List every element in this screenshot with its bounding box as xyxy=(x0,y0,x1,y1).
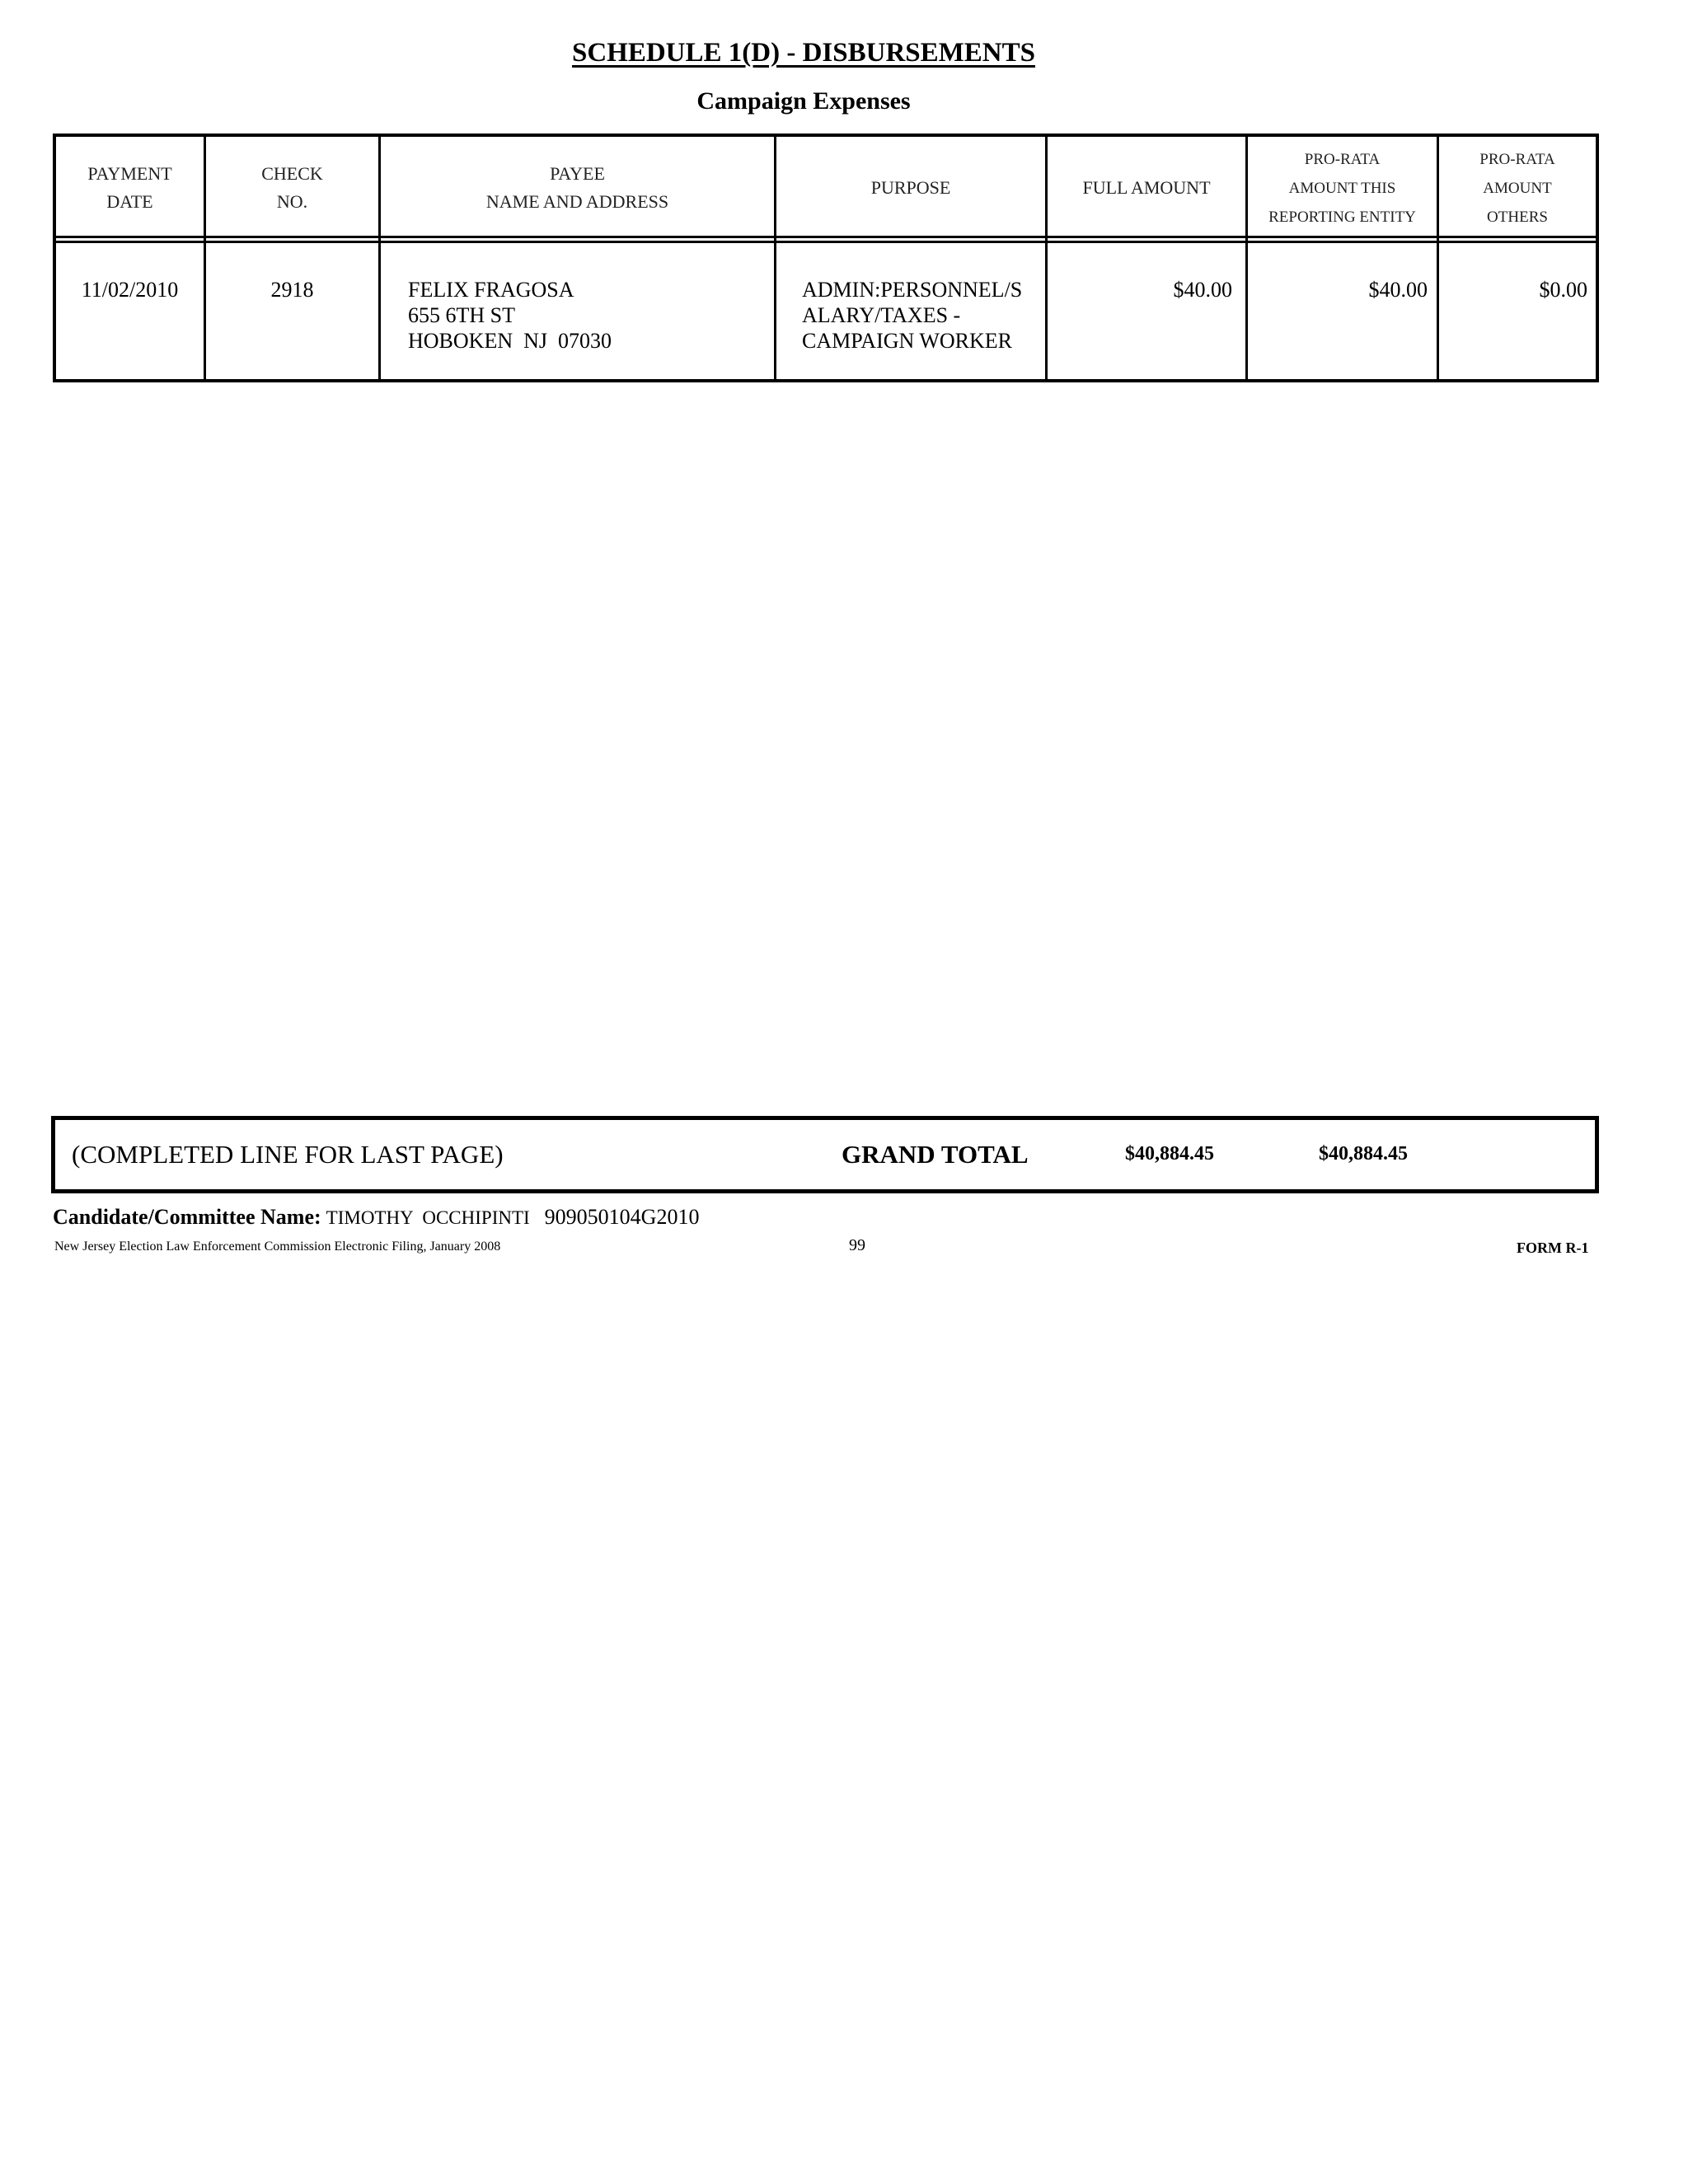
payee-name: FELIX FRAGOSA xyxy=(408,278,574,302)
candidate-name: TIMOTHY OCCHIPINTI xyxy=(326,1207,530,1228)
row-prorata-this: $40.00 xyxy=(1368,278,1428,302)
header-line: NO. xyxy=(276,191,308,212)
schedule-subtitle: Campaign Expenses xyxy=(696,87,911,115)
row-check-no: 2918 xyxy=(270,278,314,302)
header-line: PAYEE xyxy=(550,163,605,184)
page-number: 99 xyxy=(849,1236,865,1254)
grand-total-prorata-this: $40,884.45 xyxy=(1319,1143,1408,1165)
header-line: OTHERS xyxy=(1487,208,1548,226)
header-line: AMOUNT THIS xyxy=(1288,179,1396,197)
header-line: PAYMENT xyxy=(87,163,172,184)
header-payment-date xyxy=(56,137,204,239)
candidate-id: 909050104G2010 xyxy=(544,1205,700,1229)
header-line: PURPOSE xyxy=(870,177,951,198)
header-line: REPORTING ENTITY xyxy=(1268,208,1416,226)
grand-total-box xyxy=(51,1116,1599,1193)
payee-street: 655 6TH ST xyxy=(408,303,515,327)
purpose-line: CAMPAIGN WORKER xyxy=(802,329,1012,353)
header-full-amount xyxy=(1048,137,1245,239)
purpose-line: ADMIN:PERSONNEL/S xyxy=(802,278,1023,302)
header-divider xyxy=(56,241,1596,243)
header-check-no xyxy=(206,137,378,239)
header-purpose xyxy=(776,137,1045,239)
grand-total-label: GRAND TOTAL xyxy=(842,1140,1029,1169)
row-payment-date: 11/02/2010 xyxy=(81,278,179,302)
grand-total-full-amount: $40,884.45 xyxy=(1125,1143,1214,1165)
header-line: PRO-RATA xyxy=(1304,150,1381,168)
schedule-title: SCHEDULE 1(D) - DISBURSEMENTS xyxy=(571,38,1035,68)
header-payee xyxy=(381,137,774,239)
form-id: FORM R-1 xyxy=(1517,1240,1589,1256)
header-line: DATE xyxy=(106,191,153,212)
row-payee xyxy=(408,277,771,354)
header-prorata-this xyxy=(1248,137,1437,239)
disbursements-table xyxy=(53,134,1599,382)
header-prorata-others xyxy=(1439,137,1596,239)
header-line: NAME AND ADDRESS xyxy=(485,191,669,212)
commission-footer: New Jersey Election Law Enforcement Commission Electronic Filing, January 2008 xyxy=(54,1240,501,1254)
header-line: FULL AMOUNT xyxy=(1082,177,1211,198)
row-prorata-others: $0.00 xyxy=(1539,278,1587,302)
header-line: CHECK xyxy=(261,163,323,184)
candidate-label: Candidate/Committee Name: xyxy=(53,1205,321,1229)
header-line: PRO-RATA xyxy=(1479,150,1555,168)
candidate-line xyxy=(53,1205,699,1230)
row-purpose xyxy=(802,277,1041,354)
row-full-amount: $40.00 xyxy=(1173,278,1232,302)
completed-line-label: (COMPLETED LINE FOR LAST PAGE) xyxy=(72,1140,504,1169)
purpose-line: ALARY/TAXES - xyxy=(802,303,961,327)
payee-city: HOBOKEN NJ 07030 xyxy=(408,329,612,353)
header-line: AMOUNT xyxy=(1483,179,1552,197)
